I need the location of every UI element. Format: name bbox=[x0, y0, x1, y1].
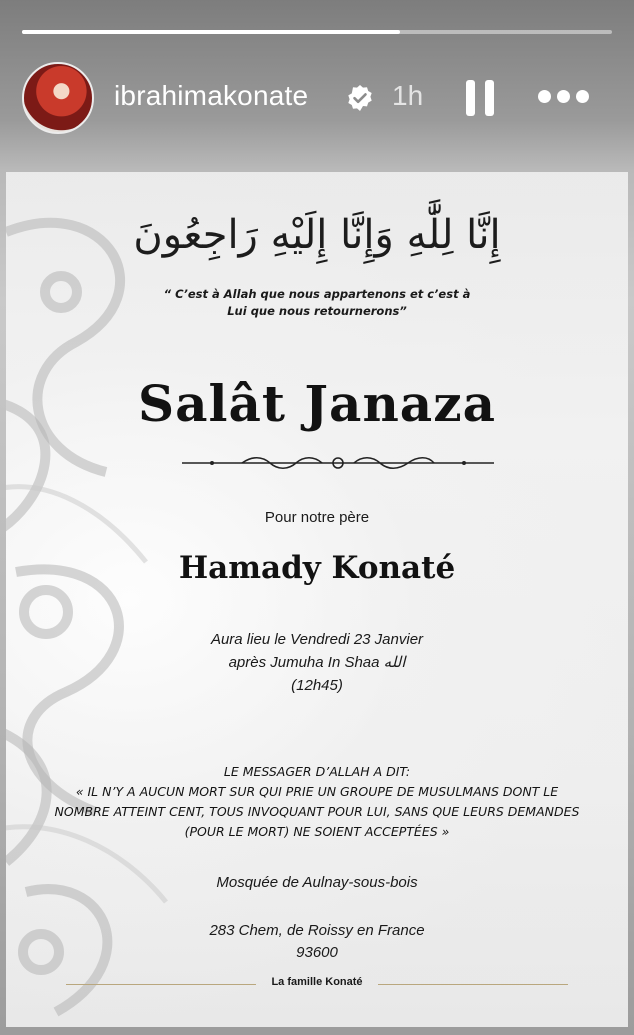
story-progress-fill bbox=[22, 30, 400, 34]
pause-icon-bar-right bbox=[485, 80, 494, 116]
profile-avatar[interactable] bbox=[22, 62, 94, 134]
username[interactable]: ibrahimakonate bbox=[114, 80, 309, 111]
mosque-address bbox=[6, 920, 628, 964]
hadith-line: « IL N’Y A AUCUN MORT SUR QUI PRIE UN GROUPE DE MUSULMANS DONT LE bbox=[75, 784, 559, 799]
event-date: Aura lieu le Vendredi 23 Janvier bbox=[210, 631, 424, 648]
hadith-text bbox=[10, 782, 624, 842]
announcement-title: Salât Janaza bbox=[138, 374, 496, 433]
address-street: 283 Chem, de Roissy en France bbox=[209, 922, 425, 939]
verified-badge-icon bbox=[346, 84, 374, 112]
event-prayer: après Jumuha In Shaa الله bbox=[228, 654, 406, 671]
more-options-button[interactable] bbox=[538, 90, 590, 104]
story-timestamp: 1h bbox=[392, 80, 424, 111]
address-postcode: 93600 bbox=[296, 944, 338, 961]
event-details bbox=[6, 628, 628, 697]
mosque-name: Mosquée de Aulnay-sous-bois bbox=[216, 874, 418, 891]
arabic-verse: إِنَّا لِلَّٰهِ وَإِنَّا إِلَيْهِ رَاجِعُونَ bbox=[133, 212, 501, 258]
more-dot-icon bbox=[538, 90, 551, 103]
event-time: (12h45) bbox=[291, 677, 343, 694]
deceased-name: Hamady Konaté bbox=[178, 550, 456, 586]
family-signature: La famille Konaté bbox=[271, 976, 363, 988]
funeral-announcement-card bbox=[6, 172, 628, 1027]
ornamental-divider bbox=[182, 454, 494, 472]
hadith-line: (POUR LE MORT) NE SOIENT ACCEPTÉES » bbox=[184, 824, 450, 839]
story-header bbox=[22, 60, 612, 136]
quote-line: “ C’est à Allah que nous appartenons et c’est à bbox=[163, 287, 471, 301]
hadith-line: NOMBRE ATTEINT CENT, TOUS INVOQUANT POUR LUI, SANS QUE LEURS DEMANDES bbox=[54, 804, 580, 819]
pause-icon-bar-left bbox=[466, 80, 475, 116]
more-dot-icon bbox=[557, 90, 570, 103]
story-progress-bar bbox=[22, 30, 612, 34]
pause-button[interactable] bbox=[466, 80, 496, 116]
more-dot-icon bbox=[576, 90, 589, 103]
dedication-label: Pour notre père bbox=[264, 509, 370, 526]
quote-translation bbox=[156, 286, 478, 320]
quote-line: Lui que nous retournerons” bbox=[227, 304, 407, 318]
hadith-heading: LE MESSAGER D’ALLAH A DIT: bbox=[223, 764, 411, 779]
